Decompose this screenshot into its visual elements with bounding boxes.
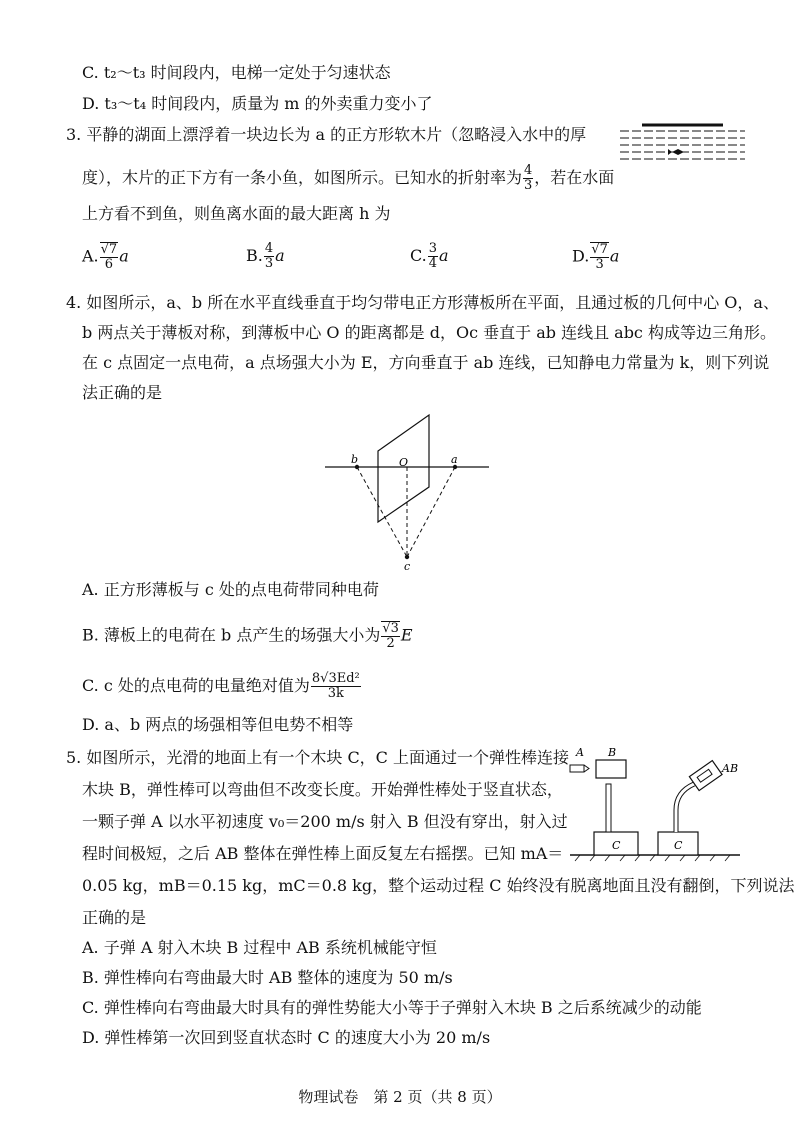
q5-line6: 正确的是 xyxy=(82,908,147,927)
rod-straight xyxy=(606,784,611,832)
q4-line2: b 两点关于薄板对称，到薄板中心 O 的距离都是 d，Oc 垂直于 ab 连线且 abc 构成等边三角形。 xyxy=(82,323,776,342)
frac-num: √7 xyxy=(591,242,608,257)
q4-option-a: A. 正方形薄板与 c 处的点电荷带同种电荷 xyxy=(82,580,379,599)
q3-line1: 3. 平静的湖面上漂浮着一块边长为 a 的正方形软木片（忽略浸入水中的厚 xyxy=(66,125,587,144)
water-lines xyxy=(620,131,745,159)
opt-frac xyxy=(381,621,400,651)
label-c: c xyxy=(404,560,411,573)
q3-line2 xyxy=(82,164,614,193)
frac-den: 3 xyxy=(595,257,604,272)
opt-frac xyxy=(264,242,274,271)
label-ab: AB xyxy=(722,762,739,775)
q3-line2-text-end: ，若在水面 xyxy=(534,168,615,187)
label-a: A xyxy=(576,746,584,759)
frac-den: 4 xyxy=(428,256,438,271)
bullet-a xyxy=(570,765,584,772)
opt-var: E xyxy=(400,625,413,645)
opt-var: a xyxy=(119,246,129,266)
q5-option-b: B. 弹性棒向右弯曲最大时 AB 整体的速度为 50 m/s xyxy=(82,968,453,987)
frac-num: 4 xyxy=(264,241,274,256)
label-c-right: C xyxy=(674,839,683,852)
opt-label: B. xyxy=(246,246,263,265)
frac-num: 8√3Ed² xyxy=(311,671,360,686)
q4-option-d: D. a、b 两点的场强相等但电势不相等 xyxy=(82,715,354,734)
opt-frac xyxy=(311,672,361,701)
point-c xyxy=(405,555,409,559)
frac-den: 3 xyxy=(264,256,274,271)
opt-label: A. xyxy=(82,246,99,266)
opt-label: C. xyxy=(410,246,427,265)
q5-line3: 一颗子弹 A 以水平初速度 v₀＝200 m/s 射入 B 但没有穿出，射入过 xyxy=(82,812,568,831)
rod-figure xyxy=(570,742,750,864)
plate-figure xyxy=(325,410,495,575)
page-footer: 物理试卷 第 2 页（共 8 页） xyxy=(298,1088,502,1106)
q3-option-b xyxy=(246,242,285,271)
label-b: B xyxy=(608,746,617,759)
label-o: O xyxy=(399,456,409,469)
opt-frac xyxy=(428,242,438,271)
q5-line4: 程时间极短，之后 AB 整体在弹性棒上面反复左右摇摆。已知 mA＝ xyxy=(82,844,564,863)
refraction-index-fraction xyxy=(523,164,533,193)
opt-text: C. c 处的点电荷的电量绝对值为 xyxy=(82,676,310,695)
opt-frac xyxy=(590,242,609,272)
q4-line1: 4. 如图所示，a、b 所在水平直线垂直于均匀带电正方形薄板所在平面，且通过板的几何中心 O，a、 xyxy=(66,293,779,312)
label-c-left: C xyxy=(612,839,621,852)
q3-line3: 上方看不到鱼，则鱼离水面的最大距离 h 为 xyxy=(82,204,391,223)
q4-option-b xyxy=(82,621,413,651)
opt-frac xyxy=(100,242,119,272)
frac-den: 2 xyxy=(386,636,395,651)
frac-den: 6 xyxy=(104,257,114,272)
q2-option-c: C. t₂～t₃ 时间段内，电梯一定处于匀速状态 xyxy=(82,63,391,82)
frac-num: √7 xyxy=(100,242,118,257)
q5-line2: 木块 B，弹性棒可以弯曲但不改变长度。开始弹性棒处于竖直状态， xyxy=(82,780,563,799)
q5-line5: 0.05 kg，mB＝0.15 kg，mC＝0.8 kg，整个运动过程 C 始终没有脱离地面且没有翻倒，下列说法 xyxy=(82,876,795,895)
q3-line2-text: 度），木片的正下方有一条小鱼，如图所示。已知水的折射率为 xyxy=(82,168,523,187)
opt-label: D. xyxy=(572,246,590,266)
q2-option-d: D. t₃～t₄ 时间段内，质量为 m 的外卖重力变小了 xyxy=(82,94,433,113)
frac-den: 3k xyxy=(327,686,344,701)
frac-num: 3 xyxy=(428,241,438,256)
opt-text: B. 薄板上的电荷在 b 点产生的场强大小为 xyxy=(82,625,381,645)
opt-var: a xyxy=(439,246,449,265)
q5-line1: 5. 如图所示，光滑的地面上有一个木块 C，C 上面通过一个弹性棒连接 xyxy=(66,748,570,767)
frac-den: 3 xyxy=(524,178,533,193)
opt-var: a xyxy=(609,246,620,266)
q4-option-c xyxy=(82,672,362,701)
q5-option-c: C. 弹性棒向右弯曲最大时具有的弹性势能大小等于子弹射入木块 B 之后系统减少的动能 xyxy=(82,998,702,1017)
opt-var: a xyxy=(275,246,285,265)
label-a: a xyxy=(451,453,458,466)
water-figure xyxy=(620,122,745,170)
q3-option-a xyxy=(82,242,129,272)
frac-num: √3 xyxy=(382,621,399,636)
label-b: b xyxy=(351,453,359,466)
bc-dashed xyxy=(357,467,407,557)
q4-line3: 在 c 点固定一点电荷，a 点场强大小为 E，方向垂直于 ab 连线，已知静电力常量为 k，则下列说 xyxy=(82,353,770,372)
q3-option-d xyxy=(572,242,619,272)
q3-option-c xyxy=(410,242,449,271)
q5-option-a: A. 子弹 A 射入木块 B 过程中 AB 系统机械能守恒 xyxy=(82,938,437,957)
block-b xyxy=(596,760,626,778)
q4-line4: 法正确的是 xyxy=(82,383,163,402)
frac-num: 4 xyxy=(524,163,533,178)
bullet-tip xyxy=(584,765,589,772)
q5-option-d: D. 弹性棒第一次回到竖直状态时 C 的速度大小为 20 m/s xyxy=(82,1028,491,1047)
fish-icon xyxy=(668,149,684,155)
ac-dashed xyxy=(407,467,455,557)
ground-hatch xyxy=(575,855,730,861)
rod-bent-inner xyxy=(676,784,694,832)
